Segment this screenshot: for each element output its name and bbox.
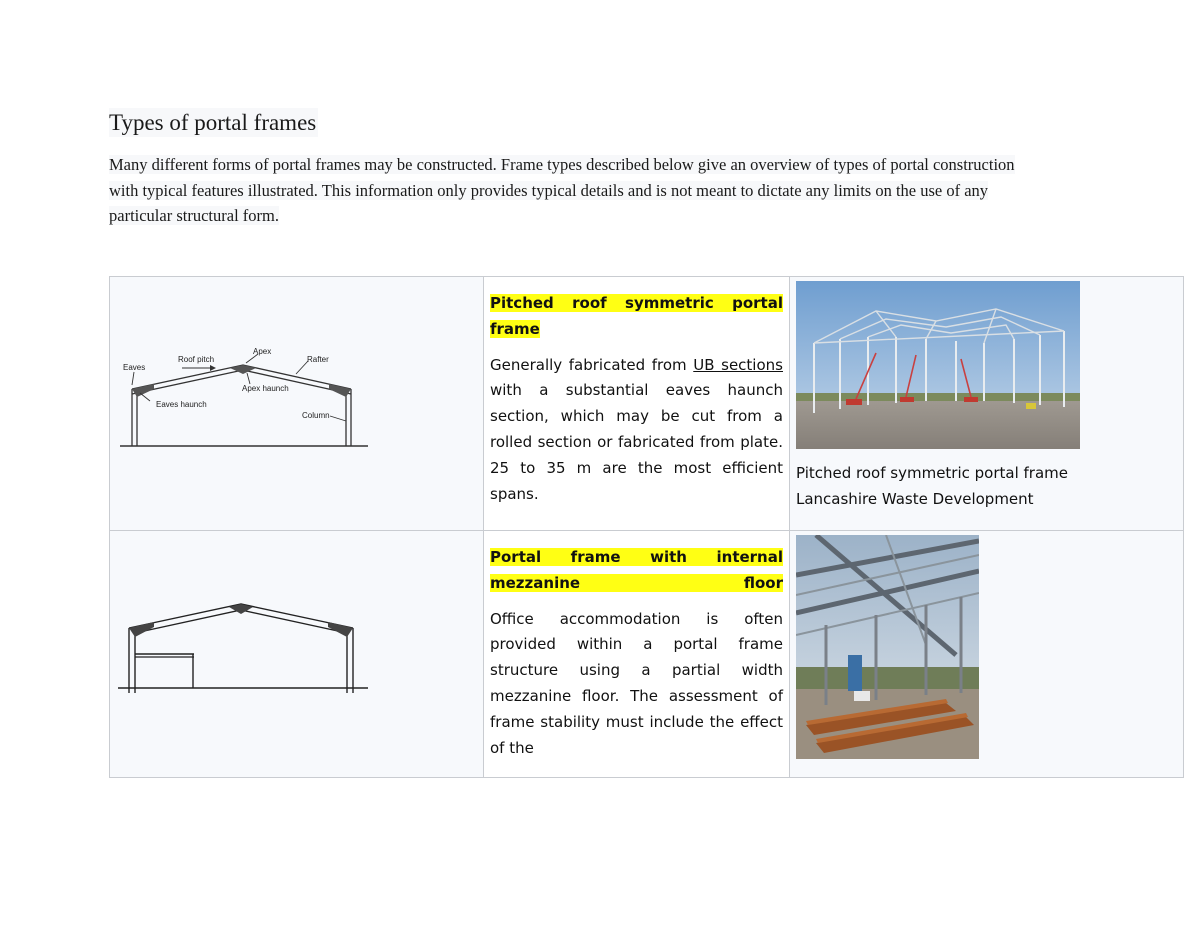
description-cell [484,531,790,778]
construction-site-photo [796,281,1080,449]
photo-cell [790,277,1184,531]
diagram-label-apex-haunch: Apex haunch [242,384,289,393]
diagram-cell [110,277,484,531]
table-row [110,531,1184,778]
diagram-label-eaves-haunch: Eaves haunch [156,400,207,409]
caption-line: Lancashire Waste Development [796,489,1034,508]
frame-type-title: Pitched roof symmetric portal frame [490,294,783,338]
mezzanine-construction-photo [796,535,979,759]
intro-paragraph [109,152,1099,229]
frame-type-description [490,353,783,508]
mezzanine-portal-frame-diagram [110,531,483,777]
intro-line: particular structural form. [109,206,279,225]
diagram-label-rafter: Rafter [307,355,329,364]
diagram-cell [110,531,484,778]
diagram-label-apex: Apex [253,347,272,356]
diagram-label-column: Column [302,411,330,420]
description-text: with a substantial eaves haunch section, which may be cut from a rolled section or fabricated from plate. 25 to 35 m are the most efficient spans. [490,381,783,503]
portal-frames-table [109,276,1184,778]
symmetric-portal-frame-diagram [110,277,483,530]
frame-type-description: Office accommodation is often provided within a portal frame structure using a partial width mezzanine floor. The assessment of frame stability must include the effect of the [490,609,783,757]
caption-line: Pitched roof symmetric portal frame [796,464,1069,482]
intro-line: Many different forms of portal frames may be constructed. Frame types described below give an overview of types of portal construction [109,155,1015,174]
photo-caption [796,461,1177,512]
frame-type-heading [490,291,783,343]
photo-cell [790,531,1184,778]
description-cell [484,277,790,531]
table-row [110,277,1184,531]
frame-type-heading [490,545,783,597]
description-text: Generally fabricated from [490,355,694,374]
page-title: Types of portal frames [109,110,317,135]
diagram-label-roof-pitch: Roof pitch [178,355,215,364]
intro-line: with typical features illustrated. This information only provides typical details and is not meant to dictate any limits on the use of any [109,180,989,200]
diagram-label-eaves: Eaves [123,363,146,372]
ub-sections-link[interactable]: UB sections [693,355,783,374]
frame-type-title: Portal frame with internal mezzanine floor [490,548,783,592]
